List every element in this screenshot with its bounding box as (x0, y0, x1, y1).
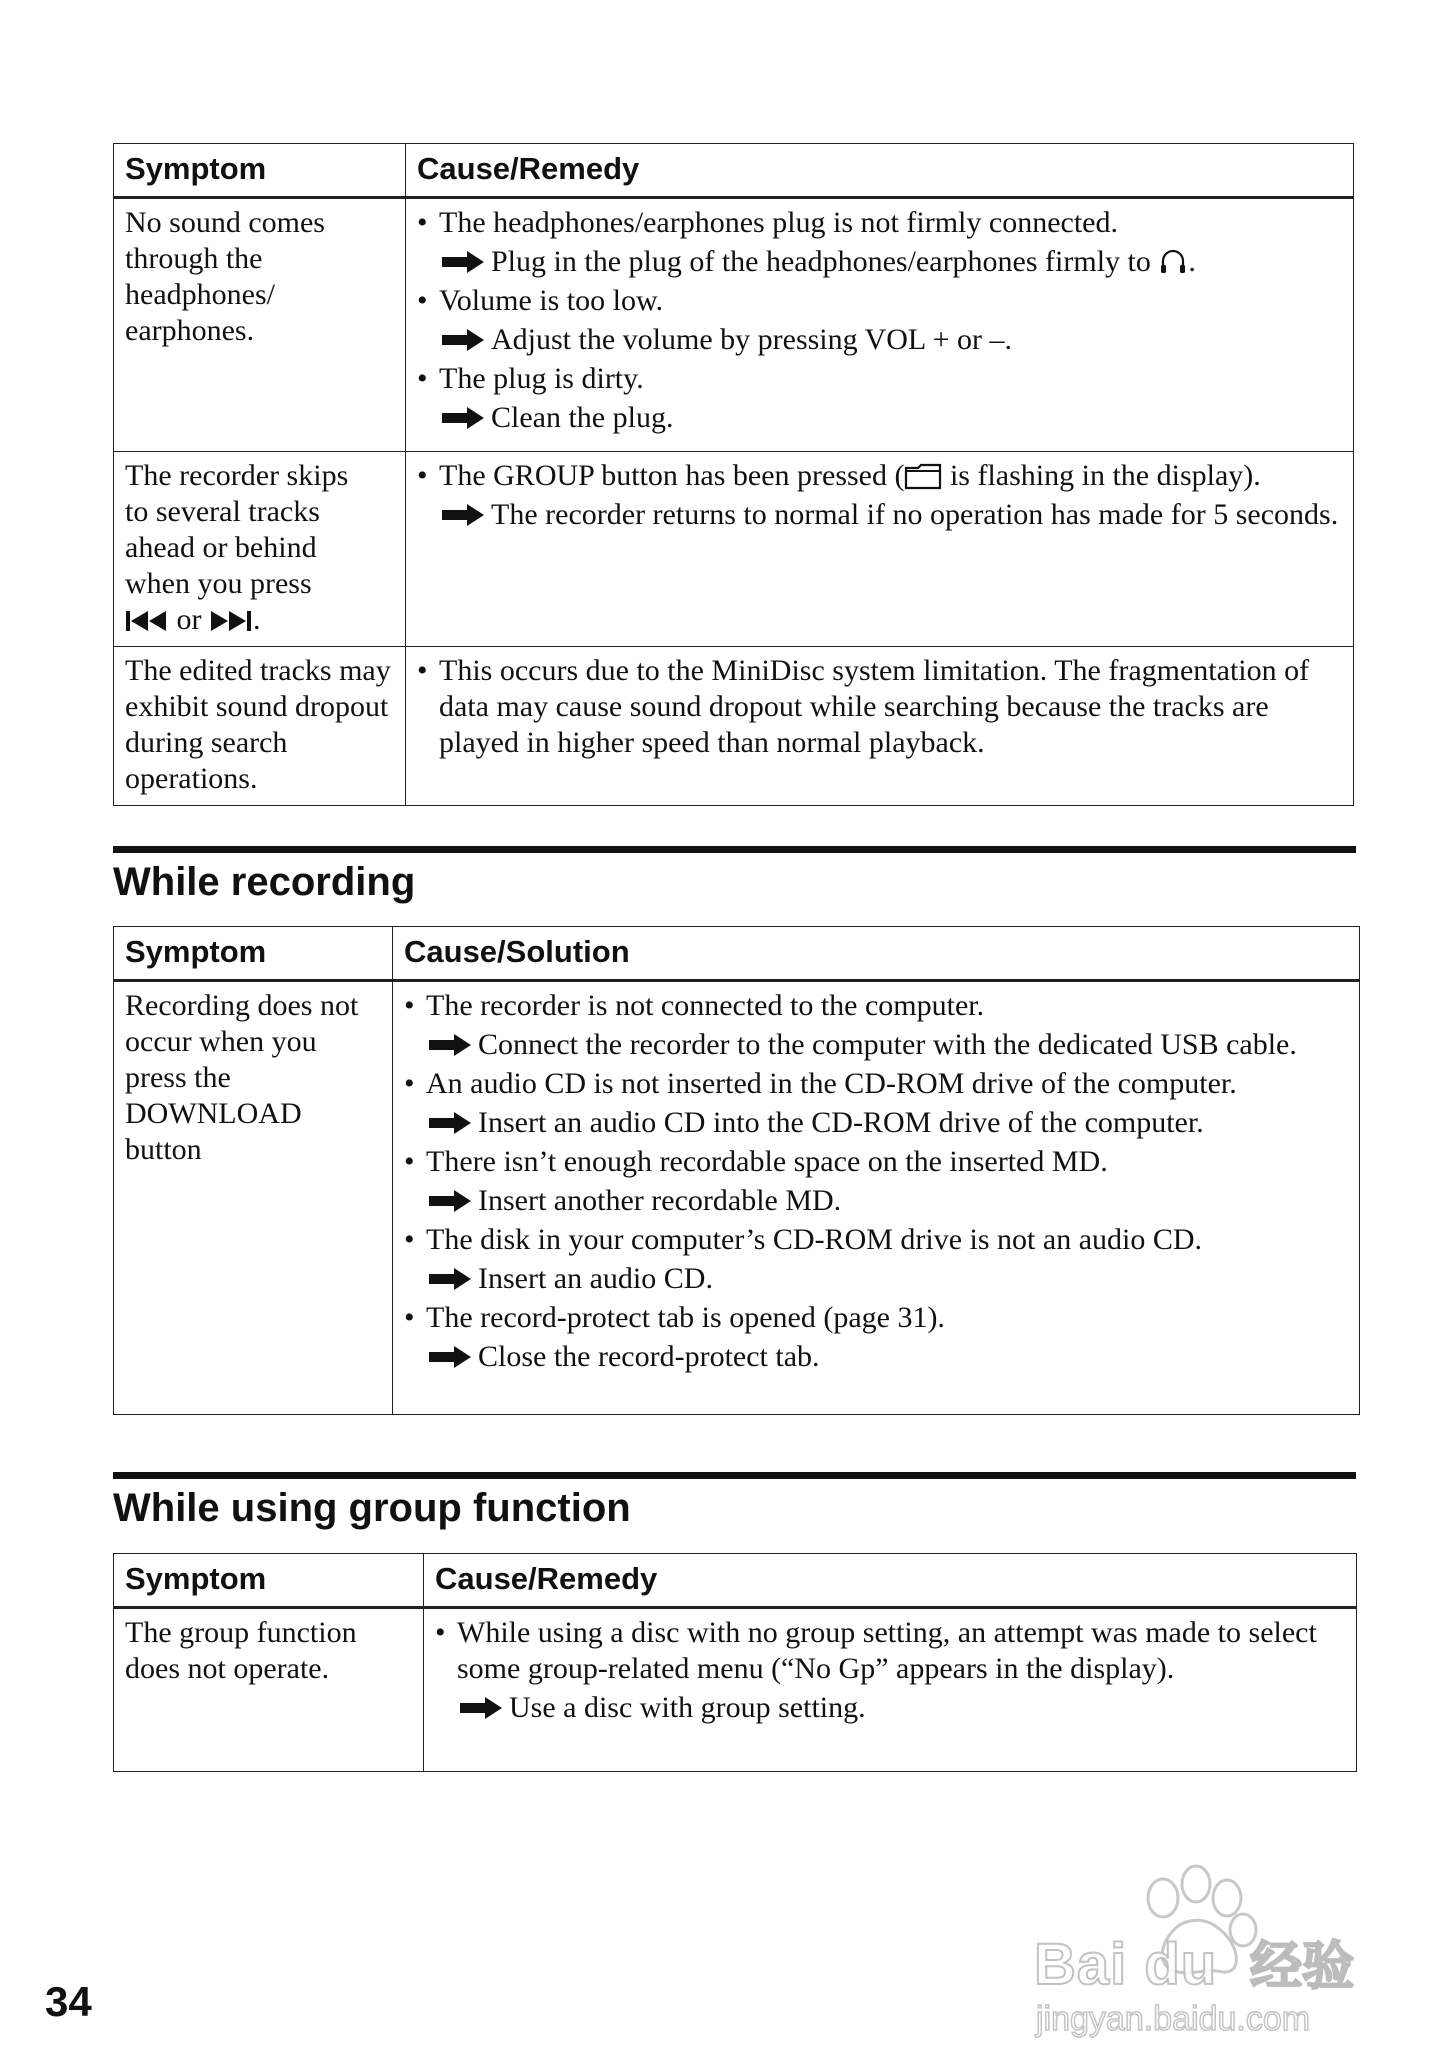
page-number: 34 (45, 1978, 92, 2025)
table-header-row (114, 1554, 1357, 1608)
remedy-item (426, 1027, 1348, 1063)
watermark-url: jingyan.baidu.com (1036, 2000, 1311, 2038)
playback-troubleshooting-table (113, 143, 1354, 806)
cause-text: The record-protect tab is opened (page 31). (426, 1301, 945, 1334)
cause-remedy-header: Cause/Remedy (424, 1554, 1357, 1608)
section-rule (113, 846, 1356, 853)
table-row (114, 452, 1354, 647)
remedy-text: Close the record-protect tab. (478, 1340, 820, 1373)
watermark-brand-cn: 经验 (1250, 1937, 1355, 1997)
cause-text: Volume is too low. (439, 284, 664, 317)
table-row (114, 198, 1354, 452)
group-troubleshooting-table (113, 1553, 1357, 1772)
symptom-cell (114, 198, 406, 452)
symptom-end: . (253, 603, 261, 636)
table-row (114, 647, 1354, 806)
cause-text: This occurs due to the MiniDisc system limitation. The fragmentation of data may cause sound dropout while searching because the tracks are played in higher speed than normal playback. (439, 654, 1310, 759)
remedy-text: Insert another recordable MD. (478, 1184, 842, 1217)
symptom-line: when you press (125, 567, 312, 600)
watermark-brand: Bai du (1034, 1932, 1218, 1997)
arrow-icon (441, 251, 485, 273)
section-rule (113, 1472, 1356, 1479)
cause-solution-header: Cause/Solution (393, 927, 1360, 981)
cause-item (417, 205, 1342, 280)
remedy-text: Insert an audio CD. (478, 1262, 713, 1295)
cause-text: is flashing in the display). (942, 459, 1261, 492)
cause-item (417, 653, 1342, 761)
cause-text: The GROUP button has been pressed ( (439, 459, 905, 492)
remedy-item (426, 1105, 1348, 1141)
recording-troubleshooting-table (113, 926, 1360, 1415)
cause-cell (406, 198, 1354, 452)
remedy-text: Plug in the plug of the headphones/earphones firmly to (491, 245, 1151, 278)
table-row (114, 981, 1360, 1415)
cause-item (417, 458, 1342, 533)
symptom-line: ahead or behind (125, 531, 317, 564)
arrow-icon (428, 1034, 472, 1056)
cause-text: While using a disc with no group setting, an attempt was made to select some group-related menu (“No Gp” appears in the display). (457, 1616, 1317, 1685)
remedy-item (439, 497, 1342, 533)
cause-cell (406, 647, 1354, 806)
symptom-text: No sound comes through the headphones/ earphones. (125, 206, 325, 347)
cause-text: The recorder is not connected to the computer. (426, 989, 985, 1022)
cause-cell (393, 981, 1360, 1415)
arrow-icon (459, 1697, 503, 1719)
symptom-header: Symptom (114, 144, 406, 198)
arrow-icon (428, 1268, 472, 1290)
cause-item (417, 361, 1342, 436)
symptom-text: The group function does not operate. (125, 1616, 357, 1685)
remedy-item (457, 1690, 1345, 1726)
arrow-icon (428, 1346, 472, 1368)
cause-item (404, 1144, 1348, 1219)
previous-track-icon (125, 609, 169, 633)
section-title-group: While using group function (113, 1486, 631, 1530)
symptom-cell (114, 647, 406, 806)
section-title-recording: While recording (113, 860, 416, 904)
cause-cell (406, 452, 1354, 647)
arrow-icon (441, 329, 485, 351)
symptom-text: Recording does not occur when you press the DOWNLOAD button (125, 989, 359, 1166)
table-header-row (114, 927, 1360, 981)
symptom-line: to several tracks (125, 495, 320, 528)
cause-item (417, 283, 1342, 358)
arrow-icon (428, 1112, 472, 1134)
cause-item (435, 1615, 1345, 1726)
arrow-icon (441, 407, 485, 429)
remedy-text: Use a disc with group setting. (509, 1691, 866, 1724)
symptom-text: The edited tracks may exhibit sound dropout during search operations. (125, 654, 391, 795)
remedy-text: Insert an audio CD into the CD-ROM drive of the computer. (478, 1106, 1204, 1139)
symptom-cell (114, 981, 393, 1415)
remedy-item (426, 1339, 1348, 1375)
symptom-cell (114, 452, 406, 647)
remedy-text: Connect the recorder to the computer with the dedicated USB cable. (478, 1028, 1297, 1061)
remedy-item (439, 322, 1342, 358)
cause-text: The disk in your computer’s CD-ROM drive is not an audio CD. (426, 1223, 1203, 1256)
remedy-item (426, 1261, 1348, 1297)
remedy-item (426, 1183, 1348, 1219)
cause-item (404, 1222, 1348, 1297)
remedy-end: . (1188, 245, 1196, 278)
cause-remedy-header: Cause/Remedy (406, 144, 1354, 198)
next-track-icon (209, 609, 253, 633)
table-row (114, 1608, 1357, 1772)
headphones-icon (1158, 246, 1188, 276)
symptom-cell (114, 1608, 424, 1772)
symptom-header: Symptom (114, 927, 393, 981)
remedy-text: The recorder returns to normal if no operation has made for 5 seconds. (491, 498, 1339, 531)
remedy-text: Clean the plug. (491, 401, 674, 434)
cause-item (404, 1300, 1348, 1375)
cause-cell (424, 1608, 1357, 1772)
cause-text: An audio CD is not inserted in the CD-ROM drive of the computer. (426, 1067, 1237, 1100)
remedy-text: Adjust the volume by pressing VOL + or –. (491, 323, 1013, 356)
remedy-item (439, 400, 1342, 436)
cause-item (404, 988, 1348, 1063)
cause-text: The headphones/earphones plug is not firmly connected. (439, 206, 1118, 239)
remedy-item (439, 244, 1342, 280)
arrow-icon (428, 1190, 472, 1212)
cause-item (404, 1066, 1348, 1141)
cause-text: The plug is dirty. (439, 362, 644, 395)
arrow-icon (441, 504, 485, 526)
or-text: or (176, 603, 202, 636)
symptom-line (125, 602, 394, 638)
symptom-line: The recorder skips (125, 459, 349, 492)
group-folder-icon (904, 462, 942, 490)
cause-text: There isn’t enough recordable space on the inserted MD. (426, 1145, 1108, 1178)
table-header-row (114, 144, 1354, 198)
symptom-header: Symptom (114, 1554, 424, 1608)
